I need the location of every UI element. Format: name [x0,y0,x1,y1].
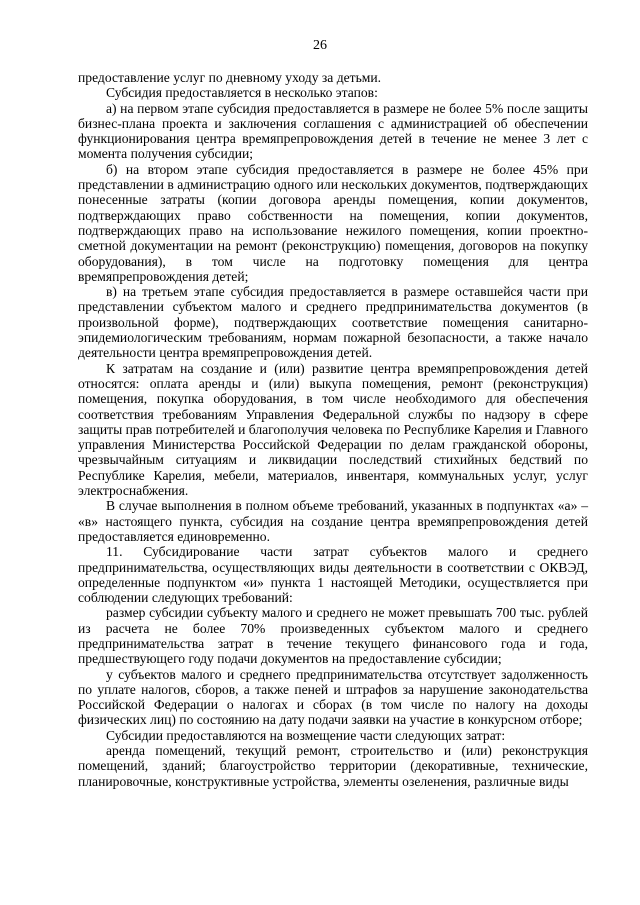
paragraph-no-debt: у субъектов малого и среднего предпринимательства отсутствует задолженность по уплате налогов, сборов, а также пеней и штрафов за нарушение законодательства Российской Федерации о налогах и сборах (в том числе по налогу на доходы физических лиц) по состоянию на дату подачи заявки на участие в конкурсном отборе; [78,666,588,728]
paragraph-costs: К затратам на создание и (или) развитие центра времяпрепровождения детей относятся: оплата аренды и (или) выкупа помещения, ремонт (реконструкция) помещения, покупка оборудования, в том числе необходимого для обеспечения соответствия требованиям Управления Федеральной службы по надзору в сфере защиты прав потребителей и благополучия человека по Республике Карелия и Главного управления Министерства Российской Федерации по делам гражданской обороны, чрезвычайным ситуациям и ликвидации последствий стихийных бедствий по Республике Карелия, мебели, материалов, инвентаря, коммунальных услуг, услуг электроснабжения. [78,360,588,499]
paragraph-lump-sum: В случае выполнения в полном объеме требований, указанных в подпунктах «а» – «в» настоящего пункта, субсидия на создание центра времяпрепровождения детей предоставляется единовременно. [78,498,588,544]
paragraph-reimbursement-intro: Субсидии предоставляются на возмещение части следующих затрат: [106,727,506,743]
document-body [78,70,588,789]
page-number: 26 [313,38,327,53]
paragraph-stage-v: в) на третьем этапе субсидия предоставляется в размере оставшейся части при представлении субъектом малого и среднего предпринимательства документов (в произвольной форме), подтверждающих соответствие помещения санитарно-эпидемиологическим требованиям, нормам пожарной безопасности, а также начало деятельности центра времяпрепровождения детей. [78,284,588,361]
paragraph-stages-intro: Субсидия предоставляется в несколько этапов: [106,85,378,101]
paragraph-reimbursement-items: аренда помещений, текущий ремонт, строительство и (или) реконструкция помещений, зданий; благоустройство территории (декоративные, технические, планировочные, конструктивные устройства, элементы озеленения, различные виды [78,743,588,789]
paragraph-stage-b: б) на втором этапе субсидия предоставляется в размере не более 45% при представлении в администрацию одного или нескольких документов, подтверждающих понесенные затраты (копии договора аренды помещения, копии документов, подтверждающих право собственности на помещения, копии документов, подтверждающих право на использование нежилого помещения, копии проектно-сметной документации на ремонт (реконструкцию) помещения, договоров на покупку оборудования), в том числе на подготовку помещения для центра времяпрепровождения детей; [78,161,588,284]
paragraph-stage-a: а) на первом этапе субсидия предоставляется в размере не более 5% после защиты бизнес-плана проекта и заключения соглашения с администрацией об обеспечении функционирования центра времяпрепровождения детей в течение не менее 3 лет с момента получения субсидии; [78,100,588,162]
paragraph-subsidy-size: размер субсидии субъекту малого и среднего не может превышать 700 тыс. рублей из расчета не более 70% произведенных субъектом малого и среднего предпринимательства затрат в течение текущего финансового года и года, предшествующего году подачи документов на предоставление субсидии; [78,605,588,667]
paragraph-item-11: 11. Субсидирование части затрат субъектов малого и среднего предпринимательства, осуществляющих виды деятельности в соответствии с ОКВЭД, определенные подпунктом «и» пункта 1 настоящей Методики, осуществляется при соблюдении следующих требований: [78,544,588,606]
paragraph-continuation: предоставление услуг по дневному уходу за детьми. [78,70,382,85]
